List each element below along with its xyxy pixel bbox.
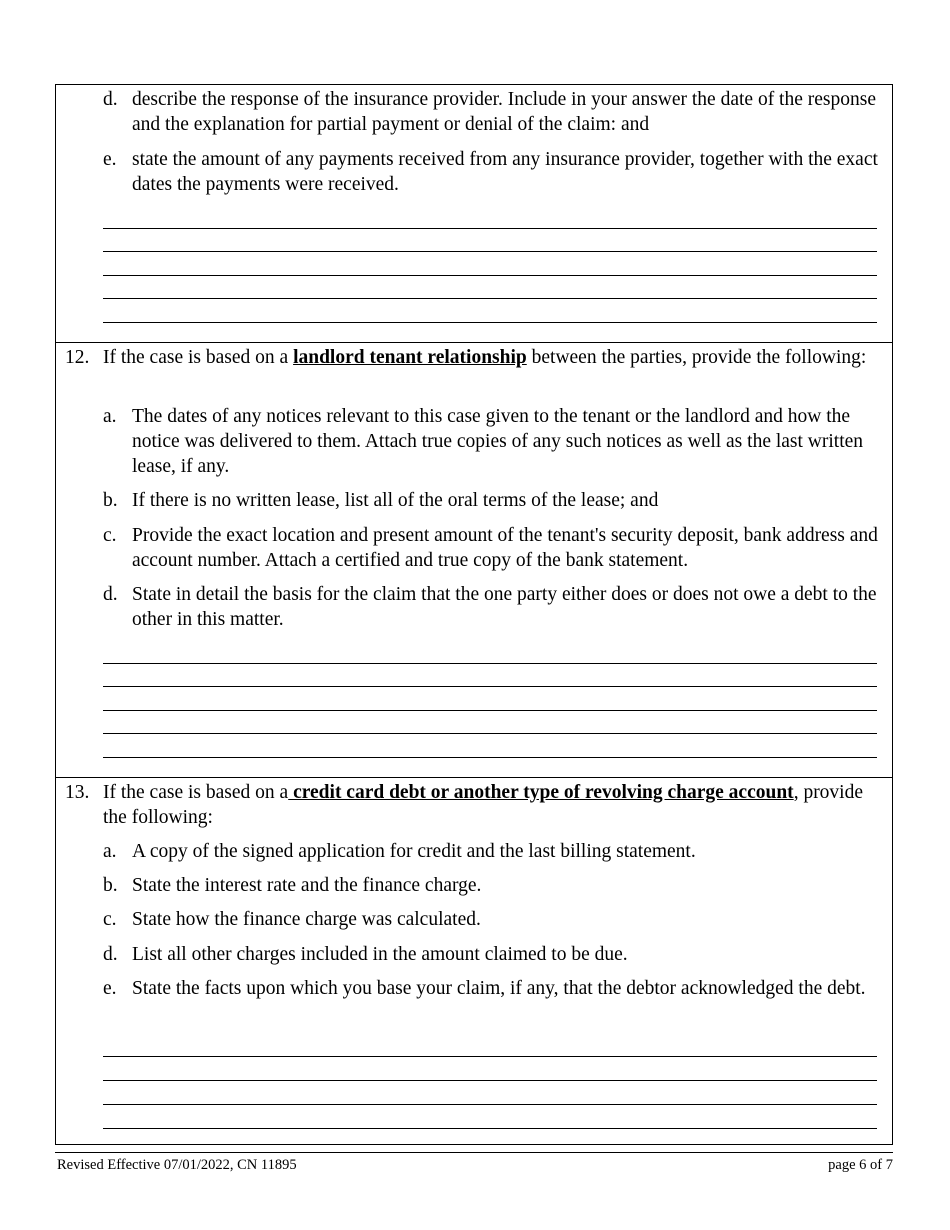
footer-page-number: page 6 of 7: [828, 1157, 893, 1173]
answer-line[interactable]: [103, 298, 877, 299]
answer-line[interactable]: [103, 710, 877, 711]
item-label: c.: [103, 909, 117, 930]
answer-line[interactable]: [103, 1056, 877, 1057]
footer-revision: Revised Effective 07/01/2022, CN 11895: [57, 1157, 297, 1173]
item-label: b.: [103, 490, 118, 511]
answer-line[interactable]: [103, 322, 877, 323]
answer-line[interactable]: [103, 686, 877, 687]
intro-text: If the case is based on a: [103, 347, 294, 368]
answer-line[interactable]: [103, 251, 877, 252]
item-text: describe the response of the insurance provider. Include in your answer the date of the response and the explanation for partial payment or denial of the claim: and: [132, 89, 876, 135]
item-label: e.: [103, 978, 117, 999]
item-text: A copy of the signed application for credit and the last billing statement.: [132, 841, 696, 862]
item-label: a.: [103, 406, 117, 427]
item-text: List all other charges included in the amount claimed to be due.: [132, 944, 628, 965]
section-13: [56, 777, 892, 1143]
section-number: 12.: [65, 347, 90, 368]
item-text: State the interest rate and the finance charge.: [132, 875, 482, 896]
item-text: The dates of any notices relevant to this case given to the tenant or the landlord and how the notice was delivered to them. Attach true copies of any such notices as well as the last written lease, if any.: [132, 406, 864, 477]
answer-line[interactable]: [103, 733, 877, 734]
item-label: e.: [103, 149, 117, 170]
form-frame: [55, 84, 893, 1145]
intro-highlight: credit card debt or another type of revolving charge account: [288, 782, 794, 803]
answer-line[interactable]: [103, 228, 877, 229]
answer-line[interactable]: [103, 1128, 877, 1129]
answer-line[interactable]: [103, 1080, 877, 1081]
item-text: If there is no written lease, list all of the oral terms of the lease; and: [132, 490, 659, 511]
section-11: [56, 85, 892, 342]
item-text: State how the finance charge was calculated.: [132, 909, 481, 930]
item-label: d.: [103, 89, 118, 110]
section-12: [56, 342, 892, 777]
section-intro: [103, 345, 888, 370]
section-intro: [103, 780, 891, 830]
item-text: state the amount of any payments received from any insurance provider, together with the exact dates the payments were received.: [132, 149, 878, 195]
footer-rule: [55, 1152, 893, 1153]
answer-line[interactable]: [103, 757, 877, 758]
intro-text: If the case is based on a: [103, 782, 289, 803]
section-number: 13.: [65, 782, 90, 803]
answer-line[interactable]: [103, 1104, 877, 1105]
item-label: d.: [103, 584, 118, 605]
item-label: c.: [103, 525, 117, 546]
item-text: Provide the exact location and present amount of the tenant's security deposit, bank address and account number. Attach a certified and true copy of the bank statement.: [132, 525, 878, 571]
item-label: b.: [103, 875, 118, 896]
intro-highlight: landlord tenant relationship: [293, 347, 527, 368]
answer-line[interactable]: [103, 275, 877, 276]
intro-text: between the parties, provide the following:: [526, 347, 867, 368]
item-text: State the facts upon which you base your claim, if any, that the debtor acknowledged the debt.: [132, 978, 866, 999]
intro-text: , provide the following:: [103, 782, 864, 828]
item-label: d.: [103, 944, 118, 965]
item-text: State in detail the basis for the claim that the one party either does or does not owe a debt to the other in this matter.: [132, 584, 877, 630]
answer-line[interactable]: [103, 663, 877, 664]
item-label: a.: [103, 841, 117, 862]
